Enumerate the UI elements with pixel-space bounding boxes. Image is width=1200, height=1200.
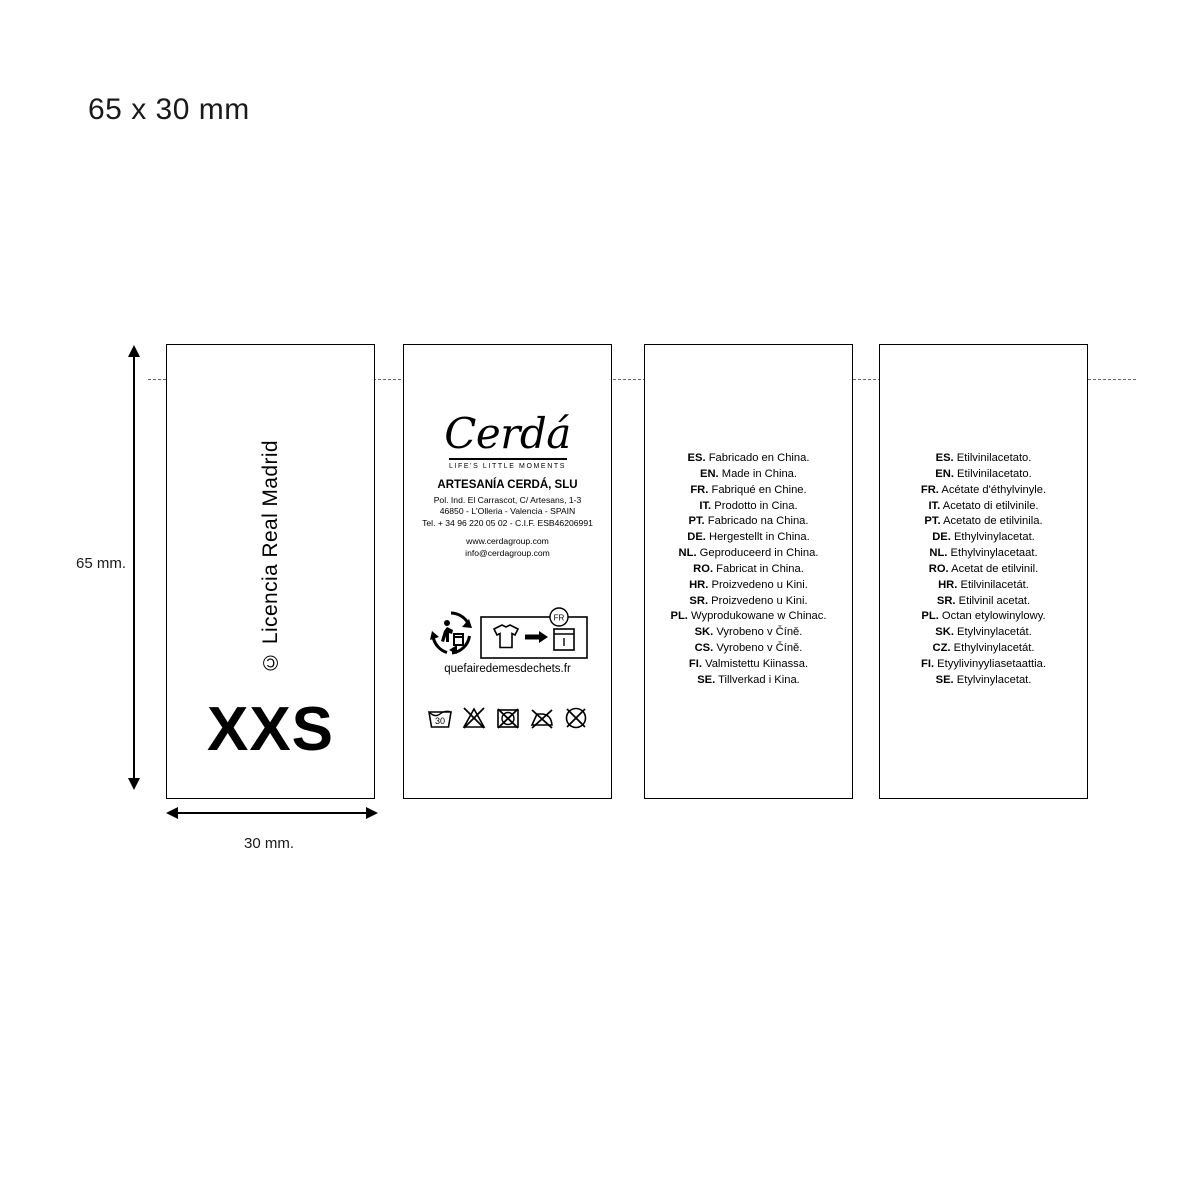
material-line [886,514,1081,530]
language-code: PT. [924,515,941,528]
language-code: NL. [678,547,697,560]
language-code: FI. [688,657,702,670]
company-address-line-2: 46850 - L'Olleria - Valencia - SPAIN [439,506,576,517]
fr-tag-text: FR [553,613,564,623]
material-line [886,499,1081,515]
language-text: Ethylvinylacetat. [950,531,1035,544]
language-text: Octan etylowinylowy. [938,610,1046,623]
language-text: Vyrobeno v Číně. [713,626,803,639]
origin-line [651,546,846,562]
recycling-icon-group [404,607,611,659]
company-email: info@cerdagroup.com [465,547,550,558]
language-code: EN. [935,467,954,480]
language-text: Fabriqué en Chine. [708,483,807,496]
brand-tagline: LIFE'S LITTLE MOMENTS [448,462,566,470]
material-line [886,467,1081,483]
language-text: Hergestellt in China. [705,531,810,544]
language-text: Acétate d'éthylvinyle. [938,483,1047,496]
language-text: Fabricado en China. [705,452,810,464]
origin-line [651,609,846,625]
language-text: Proizvedeno u Kini. [708,594,808,607]
company-address-line-1: Pol. Ind. El Carrascot, C/ Artesans, 1-3 [433,494,582,505]
language-code: CZ. [932,642,951,655]
origin-line [651,530,846,546]
size-value: XXS [206,695,335,764]
language-code: SR. [936,594,956,607]
origin-line [651,673,846,689]
language-code: SR. [689,594,709,607]
label-panel-material [879,344,1088,799]
brand-block [404,409,611,560]
material-line [886,594,1081,610]
origin-language-list [651,451,846,689]
language-code: SE. [935,673,954,686]
wash-30-icon [427,705,453,731]
height-arrow-icon [126,345,142,790]
language-code: CS. [694,642,714,655]
language-code: PT. [688,515,705,528]
language-code: SK. [935,626,954,639]
material-line [886,673,1081,689]
language-text: Ethylvinylacetaat. [947,547,1038,560]
language-text: Proizvedeno u Kini. [708,578,808,591]
brand-logo-text: Cerdá [444,409,571,458]
origin-line [651,562,846,578]
company-name: ARTESANÍA CERDÁ, SLU [437,478,578,491]
company-address-line-3: Tel. + 34 96 220 05 02 - C.I.F. ESB46206991 [422,518,593,529]
origin-line [651,625,846,641]
language-text: Etilvinilacetato. [953,452,1032,464]
language-text: Etilvinilacetato. [953,467,1032,480]
language-code: HR. [689,578,709,591]
language-code: RO. [928,562,949,575]
licence-text-wrap [167,407,374,707]
language-code: SE. [697,673,716,686]
language-code: NL. [929,547,948,560]
height-dimension-label: 65 mm. [76,555,127,572]
language-code: DE. [687,531,706,544]
language-text: Etilvinil acetat. [955,594,1031,607]
no-iron-icon [529,705,555,731]
material-line [886,530,1081,546]
language-text: Made in China. [718,467,797,480]
language-code: IT. [928,499,941,512]
label-panel-size [166,344,375,799]
material-line [886,657,1081,673]
language-text: Fabricado na China. [704,515,809,528]
label-panel-origin [644,344,853,799]
label-panel-brand [403,344,612,799]
language-code: DE. [932,531,951,544]
language-code: IT. [699,499,712,512]
origin-line [651,657,846,673]
width-dimension-label: 30 mm. [244,835,295,852]
language-text: Etylvinylacetat. [953,673,1032,686]
origin-line [651,467,846,483]
material-line [886,483,1081,499]
language-code: PL. [921,610,939,623]
language-code: PL. [670,610,688,623]
company-website: www.cerdagroup.com [466,536,549,547]
language-text: Prodotto in Cina. [711,499,798,512]
language-code: FR. [690,483,709,496]
licence-text: © Licencia Real Madrid [258,440,282,674]
language-code: EN. [699,467,719,480]
language-text: Fabricat in China. [713,562,804,575]
language-text: Etyylivinyyliasetaattia. [934,657,1046,670]
page-title: 65 x 30 mm [88,93,250,126]
language-text: Acetat de etilvinil. [948,562,1039,575]
language-text: Etilvinilacetát. [957,578,1029,591]
no-tumble-dry-icon [495,705,521,731]
language-code: FR. [920,483,939,496]
language-code: SK. [694,626,714,639]
origin-line [651,483,846,499]
material-line [886,641,1081,657]
origin-line [651,594,846,610]
material-language-list [886,451,1081,689]
language-text: Ethylvinylacetát. [950,642,1035,655]
language-code: HR. [938,578,958,591]
recycling-person-icon [428,610,474,656]
language-text: Tillverkad i Kina. [715,673,800,686]
language-text: Etylvinylacetát. [953,626,1032,639]
material-line [886,546,1081,562]
material-line [886,451,1081,467]
origin-line [651,514,846,530]
language-code: ES. [687,452,706,464]
no-dry-clean-icon [563,705,589,731]
width-arrow-icon [166,805,378,821]
wash-temp-text: 30 [434,716,445,726]
language-text: Geproduceerd in China. [696,547,819,560]
language-text: Acetato de etilvinila. [940,515,1043,528]
language-code: ES. [935,452,954,464]
triman-url: quefairedemesdechets.fr [444,663,571,675]
language-code: RO. [693,562,714,575]
language-text: Acetato di etilvinile. [940,499,1039,512]
language-code: FI. [921,657,935,670]
no-bleach-icon [461,705,487,731]
origin-line [651,451,846,467]
language-text: Wyprodukowane w Chinac. [687,610,827,623]
brand-underline [449,458,567,460]
language-text: Valmistettu Kiinassa. [701,657,809,670]
material-line [886,562,1081,578]
origin-line [651,499,846,515]
language-text: Vyrobeno v Číně. [713,642,803,655]
origin-line [651,641,846,657]
material-line [886,609,1081,625]
care-symbols-group [404,705,611,731]
material-line [886,625,1081,641]
material-line [886,578,1081,594]
origin-line [651,578,846,594]
tshirt-bin-icon [480,607,588,659]
